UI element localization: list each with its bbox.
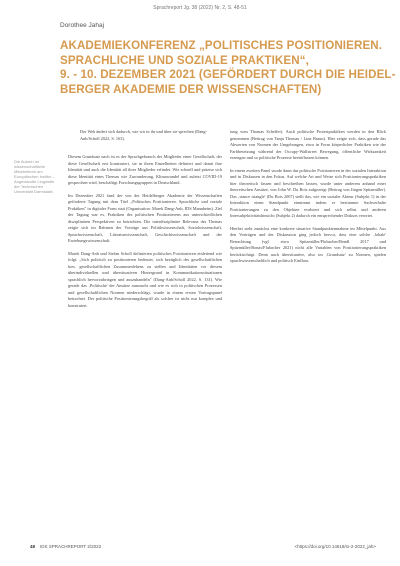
- left-column: [68, 154, 222, 315]
- doi-link[interactable]: <https://doi.org/10.14618/sr-2-2022_jah>: [294, 544, 376, 549]
- body-paragraph: Hierbei steht zunächst eine konkrete situative Standpunkteinnahme im Mittelpunkt. Aus den Vorträgen und der Diskussion ging jedoch hervor, dass eine solche ‚lokale' Betrachtung (vgl. etwa Spitzmüller/Flubacher/Bendl 2017 und Spitzmüller/Bonas/Flubacher 2021) nicht alle Variablen von Positionierungspraktiken berücksichtigt. Denn auch übersituative, also im ‚Grundsatz' zu Normen, spielen sprachwissenschaftlich und politisch Einfluss.: [230, 225, 386, 263]
- journal-name: IDS SPRACHREPORT 2/2022: [40, 544, 102, 549]
- body-paragraph: Im Dezember 2021 fand der von der Heidelberger Akademie der Wissenschaften geförderte Tagung mit dem Titel „Politisches Positionieren. Sprachliche und soziale Praktiken" in digitaler Form statt (Organisation: Marek Dang-Anh, IDS Mannheim). Ziel der Tagung war es, Praktiken des politischen Positionierens aus unterschiedlichen disziplinären Perspektiven zu betrachten. Die interdisziplinäre Relevanz des Themas zeigte sich im Rahmen der Vorträge aus Politikwissenschaft, Sozialwissenschaft, Sprachwissenschaft, Literaturwissenschaft, Geschichtswissenschaft und der Erziehungswissenschaft.: [68, 192, 222, 243]
- author-name: Dorothee Jahaj: [60, 22, 105, 29]
- page-number: 48: [30, 544, 36, 549]
- article-title: [60, 39, 396, 97]
- running-header: Sprachreport Jg. 38 (2022) Nr. 2, S. 48-51: [153, 5, 247, 11]
- page-footer: [0, 542, 400, 554]
- body-paragraph: Diesem Grundsatz nach ist es der Sprachgebrauch der Mitglieder einer Gesellschaft, der diese Gesellschaft erst konstruiert, sie in ihren Einzelheiten definiert und damit ihre Identität und auch die Identität all ihrer Mitglieder erfindet. Wie schnell und präzise sich diese Identität eines Themas wie Zuwanderung, Klimawandel und zuletzt COVID-19 gesprochen wird, beschäftigt Forschungsgruppen in Deutschland.: [68, 154, 222, 185]
- author-sidenote: Die Autorin ist wissenschaftliche Mitarbeiterin am Europäischen Institut – Angewandte Linguistik der Technischen Universität Darmstadt.: [14, 159, 55, 194]
- body-paragraph: In einem zweiten Panel wurde dann das politische Positionieren in der sozialen Interaktion und in Diskursen in den Fokus. Auf welche Art und Weise sich Positionierungspraktiken hier theoretisch fassen und beschreiben lassen, wurde unter anderem anhand einer theoretischen Ansätze, von John W. Du Bois aufgezeigt (Beitrag von Jürgen Spitzmüller). Das ‚stance triangle' (Du Bois 2007) stellt das, wie ein sozialer Akteur (Subjekt 1) in der Interaktion einen Standpunkt einnimmt indem er bestimmte Sachverhalte Positionierungen zu den Objekten evaluiert und sich selbst und anderen Intersubjektivitätshinsicht (Subjekt 2) dadurch ein entsprechender Diskurs verortet.: [230, 167, 386, 218]
- body-paragraph: Marek Dang-Anh und Stefan Scholl definierten politisches Positionieren einleitend wie folgt: „Sich politisch zu positionieren bedeutet, sich bezüglich des gesellschaftlichen bzw. gesellschaftlichen Zusammenlebens zu stellen und Identitäten vor diesem überindividuellen und übersituativen Hintergrund in Kommunikationssituationen sprachlich hervorzubringen und auszuhandeln" (Dang-Anh/Scholl 2022, S. 131). Wie gerade das ‚Politische' der Ansätze ausmacht und wie es sich in politischen Prozessen und gesellschaftlichen Normen niederschlägt, wurde in einem ersten Vortragspanel betrachtet. Der politische Positionierungsbegriff als solcher ist nicht nur komplex und konstruiert.: [68, 250, 222, 308]
- title-line: SPRACHLICHE UND SOZIALE PRAKTIKEN“,: [60, 53, 309, 67]
- right-column: [230, 129, 386, 271]
- intro-quote: Der Weh ändert sich dadurch, wie wir in ihr und über sie sprechen (Dang-Anh/Scholl 2022, S. 163).: [80, 129, 208, 141]
- title-line: 9. - 10. DEZEMBER 2021 (GEFÖRDERT DURCH DIE HEIDEL-: [60, 68, 396, 81]
- title-line: BERGER AKADEMIE DER WISSENSCHAFTEN): [60, 82, 322, 96]
- body-paragraph: tung vom Thomas Scheffer). Auch politische Protestpraktiken werden in den Blick genommen (Beitrag von Tanja Thomas / Lina Braun). Hier zeigte sich, dass gerade das Abwerten von Normen der Umgebungen, etwa in Form körperlicher Praktiken wie der Farbbesetzung während der Occupy-Wallstreet Bewegung, öffentliche Wirksamkeit erzeugen und so politische Prozesse beeinflussen können.: [230, 129, 386, 160]
- title-line: AKADEMIEKONFERENZ „POLITISCHES POSITIONIEREN.: [60, 39, 383, 52]
